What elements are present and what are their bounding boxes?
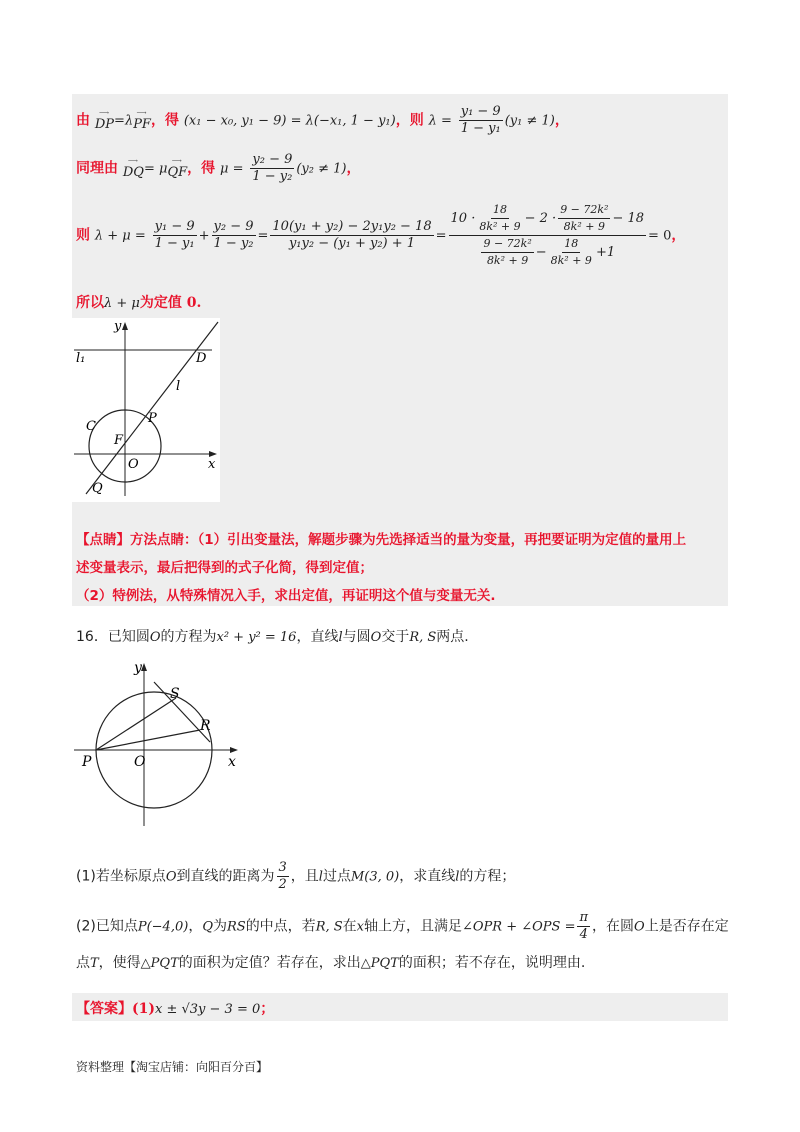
solution-line-1: 由 ⟶ DP =λ ⟶ PF ，得 (x₁ − x₀, y₁ − 9) = λ(−x₁, 1 − y₁)，则 λ = $\frac{\text{y₁ − 9}}{\text{1 − y₁}}$ (y₁ ≠ 1)， bbox=[76, 104, 569, 136]
solution-line-4: 所以λ + μ为定值 0. bbox=[76, 295, 202, 311]
comment-line-2: 述变量表示，最后把得到的式子化简，得到定值； bbox=[76, 560, 373, 576]
fig2-label-O: O bbox=[134, 754, 146, 770]
fig2-label-S: S bbox=[170, 686, 180, 702]
problem-16-part-2-line-2: 点T，使得△PQT的面积为定值？若存在，求出△PQT的面积；若不存在，说明理由. bbox=[76, 955, 586, 971]
solution-line-3: 则 λ + μ = $\frac{\text{y₁ − 9}}{\text{1 − y₁}}$ + $\frac{\text{y₂ − 9}}{\text{1 − y₂}}$ = $\frac{\text{10(y₁ + y₂) − 2y₁y₂ − 18}}{\text{y₁y₂ − (y₁ + y₂) + 1}}$ = 10 · $\frac{18}{\text{8k² + 9}}$ − 2 · $\frac{\text{9 − 72k²}}{\text{8k² + 9}}$ − 18 $\frac{\text{9 − 72k²}}{\text{8k² + 9}}$ − $\frac{18}{\text{8k² + 9}}$ +1 = 0， bbox=[76, 203, 686, 267]
problem-16-part-2-line-1: (2)已知点P(−4,0)，Q为RS的中点，若R, S在x轴上方，且满足∠OPR + ∠OPS = $\frac{\pi}{4}$ ，在圆O上是否存在定 bbox=[76, 910, 729, 942]
fig1-label-D: D bbox=[196, 351, 207, 366]
fig1-label-Q: Q bbox=[92, 481, 103, 496]
comment-line-3: （2）特例法，从特殊情况入手，求出定值，再证明这个值与变量无关. bbox=[76, 588, 496, 604]
fig1-label-y: y bbox=[114, 319, 122, 334]
fig2-label-y: y bbox=[134, 660, 142, 676]
fig2-label-x: x bbox=[228, 754, 236, 770]
figure-2-graph bbox=[72, 658, 248, 830]
fig2-label-R: R bbox=[200, 718, 211, 734]
figure-1-graph bbox=[72, 318, 220, 502]
footer-text: 资料整理【淘宝店铺：向阳百分百】 bbox=[76, 1060, 269, 1074]
fig1-label-x: x bbox=[208, 457, 216, 472]
fig1-label-O: O bbox=[128, 457, 139, 472]
problem-16-stem: 16．已知圆O的方程为x² + y² = 16，直线l与圆O交于R, S两点. bbox=[76, 629, 469, 645]
fig1-label-l1: l₁ bbox=[76, 351, 86, 366]
solution-line-2: 同理由 ⟶ DQ = μ ⟶ QF ，得 μ = $\frac{\text{y₂ − 9}}{\text{1 − y₂}}$ (y₂ ≠ 1)， bbox=[76, 152, 361, 184]
fig1-label-F: F bbox=[114, 433, 124, 448]
fig1-label-P: P bbox=[148, 411, 157, 426]
comment-line-1: 【点睛】方法点睛：（1）引出变量法，解题步骤为先选择适当的量为变量，再把要证明为定值的量用上 bbox=[76, 532, 687, 548]
problem-16-part-1: (1)若坐标原点O到直线的距离为 $\frac{3}{2}$ ，且l过点M(3, 0)，求直线l的方程； bbox=[76, 860, 516, 892]
answer-line: 【答案】(1)x ± √3y − 3 = 0； bbox=[76, 1001, 275, 1017]
fig2-label-P: P bbox=[82, 754, 92, 770]
fig1-label-C: C bbox=[86, 419, 96, 434]
fig1-label-l: l bbox=[176, 379, 181, 394]
